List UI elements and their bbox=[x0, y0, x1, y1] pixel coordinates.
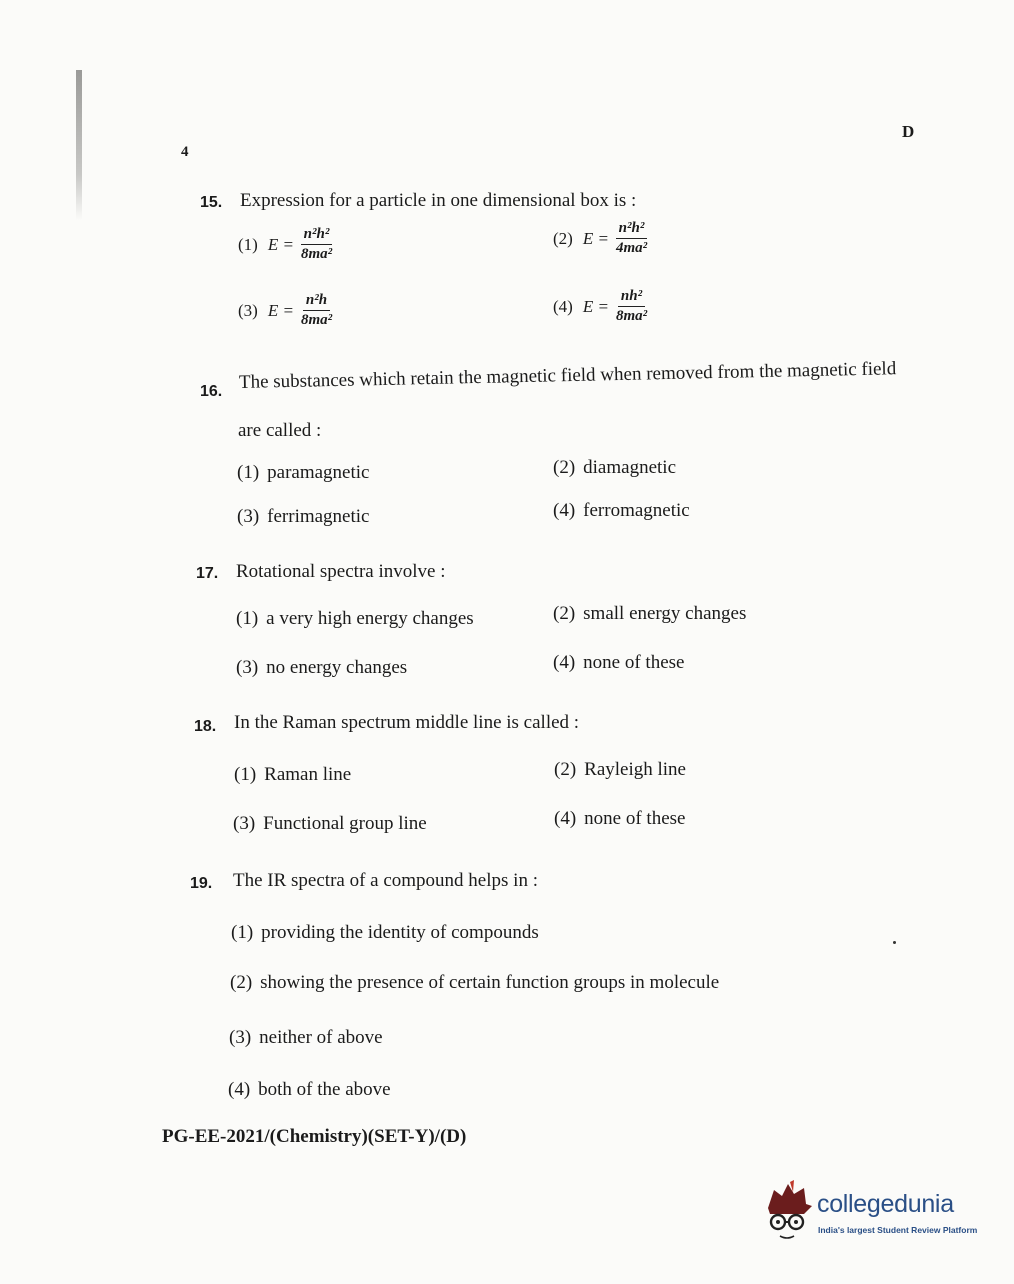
option-text: neither of above bbox=[259, 1027, 383, 1048]
option-label: (3) bbox=[233, 813, 256, 834]
fraction bbox=[613, 220, 650, 257]
option-label: (2) bbox=[553, 228, 573, 248]
option-text: none of these bbox=[584, 808, 686, 829]
numerator: n²h bbox=[303, 292, 330, 311]
fraction bbox=[298, 292, 335, 329]
option-4[interactable] bbox=[554, 808, 685, 830]
question-text: In the Raman spectrum middle line is called : bbox=[234, 712, 580, 733]
denominator: 4ma² bbox=[615, 240, 648, 256]
question-number: 15. bbox=[200, 194, 223, 211]
option-label: (4) bbox=[553, 652, 576, 673]
option-2[interactable] bbox=[230, 972, 719, 994]
option-4[interactable] bbox=[553, 288, 650, 325]
option-4[interactable] bbox=[228, 1079, 391, 1101]
option-text: no energy changes bbox=[266, 657, 408, 678]
fraction bbox=[613, 288, 650, 325]
option-text: small energy changes bbox=[583, 603, 747, 624]
scan-speck bbox=[893, 941, 896, 944]
option-3[interactable] bbox=[237, 506, 370, 528]
option-1[interactable] bbox=[237, 462, 370, 484]
fraction bbox=[298, 226, 335, 263]
question-number: 19. bbox=[190, 875, 213, 892]
option-text: diamagnetic bbox=[583, 457, 677, 478]
option-label: (4) bbox=[553, 500, 576, 521]
option-label: (4) bbox=[228, 1079, 251, 1100]
option-2[interactable] bbox=[554, 759, 686, 781]
option-text: paramagnetic bbox=[267, 462, 370, 483]
equation-lhs: E = bbox=[582, 228, 609, 248]
option-label: (4) bbox=[553, 296, 573, 316]
option-text: ferromagnetic bbox=[583, 500, 690, 521]
option-label: (2) bbox=[553, 603, 576, 624]
option-text: both of the above bbox=[258, 1079, 391, 1100]
option-1[interactable] bbox=[234, 764, 351, 786]
option-2[interactable] bbox=[553, 220, 650, 257]
denominator: 8ma² bbox=[300, 312, 333, 328]
option-4[interactable] bbox=[553, 652, 684, 674]
brand-tagline: India's largest Student Review Platform bbox=[818, 1225, 978, 1235]
brand-name: collegedunia bbox=[817, 1190, 954, 1218]
option-label: (3) bbox=[238, 300, 258, 320]
option-text: providing the identity of compounds bbox=[261, 922, 539, 943]
option-3[interactable] bbox=[238, 292, 335, 329]
option-label: (1) bbox=[231, 922, 254, 943]
option-text: ferrimagnetic bbox=[267, 506, 370, 527]
set-code: D bbox=[902, 122, 915, 141]
denominator: 8ma² bbox=[300, 246, 333, 262]
option-text: Rayleigh line bbox=[584, 759, 686, 780]
paper-code-footer: PG-EE-2021/(Chemistry)(SET-Y)/(D) bbox=[162, 1126, 467, 1147]
option-label: (3) bbox=[236, 657, 259, 678]
option-label: (1) bbox=[237, 462, 260, 483]
option-2[interactable] bbox=[553, 603, 746, 625]
option-3[interactable] bbox=[236, 657, 407, 679]
option-1[interactable] bbox=[231, 922, 539, 944]
option-1[interactable] bbox=[236, 608, 474, 630]
option-label: (1) bbox=[236, 608, 259, 629]
question-number: 16. bbox=[200, 383, 223, 400]
equation-lhs: E = bbox=[582, 296, 609, 316]
question-text: The substances which retain the magnetic field when removed from the magnetic field bbox=[238, 358, 897, 393]
option-label: (3) bbox=[237, 506, 260, 527]
mascot-icon bbox=[760, 1180, 816, 1242]
option-label: (4) bbox=[554, 808, 577, 829]
option-label: (3) bbox=[229, 1027, 252, 1048]
option-label: (1) bbox=[234, 764, 257, 785]
option-label: (2) bbox=[553, 457, 576, 478]
page-number: 4 bbox=[181, 144, 189, 160]
option-label: (2) bbox=[230, 972, 253, 993]
question-text: Expression for a particle in one dimensional box is : bbox=[240, 190, 637, 211]
collegedunia-watermark bbox=[760, 1180, 990, 1250]
option-label: (1) bbox=[238, 234, 258, 254]
question-text-continued: are called : bbox=[238, 420, 322, 441]
option-text: a very high energy changes bbox=[266, 608, 474, 629]
equation-lhs: E = bbox=[267, 300, 294, 320]
option-text: showing the presence of certain function groups in molecule bbox=[260, 972, 720, 993]
equation-lhs: E = bbox=[267, 234, 294, 254]
option-4[interactable] bbox=[553, 500, 690, 522]
question-text: The IR spectra of a compound helps in : bbox=[233, 870, 538, 891]
option-2[interactable] bbox=[553, 457, 676, 479]
option-text: none of these bbox=[583, 652, 685, 673]
question-number: 18. bbox=[194, 718, 217, 735]
numerator: n²h² bbox=[616, 220, 648, 239]
option-3[interactable] bbox=[229, 1027, 383, 1049]
numerator: nh² bbox=[618, 288, 645, 307]
option-text: Raman line bbox=[264, 764, 352, 785]
option-text: Functional group line bbox=[263, 813, 427, 834]
scan-edge-mark bbox=[76, 70, 82, 220]
option-label: (2) bbox=[554, 759, 577, 780]
denominator: 8ma² bbox=[615, 308, 648, 324]
numerator: n²h² bbox=[301, 226, 333, 245]
question-number: 17. bbox=[196, 565, 219, 582]
option-3[interactable] bbox=[233, 813, 427, 835]
option-1[interactable] bbox=[238, 226, 335, 263]
question-text: Rotational spectra involve : bbox=[236, 561, 446, 582]
